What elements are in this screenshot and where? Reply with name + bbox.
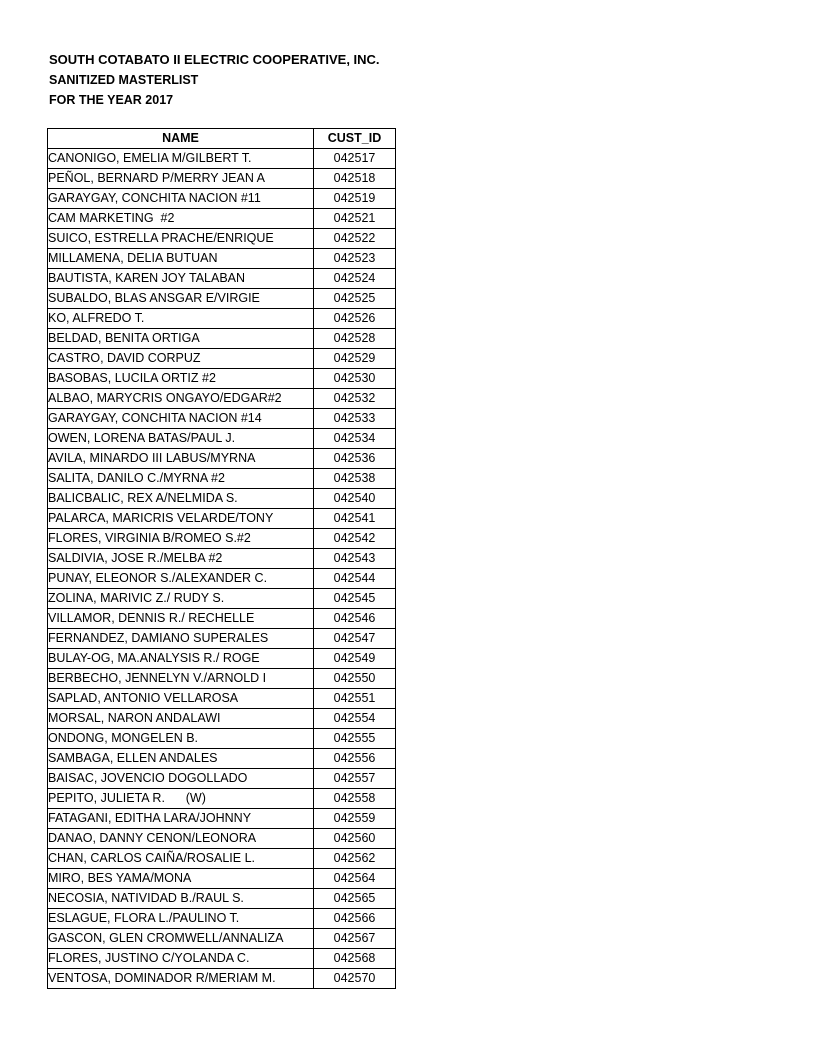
cust-id-cell: 042518 — [314, 169, 396, 189]
name-cell: GASCON, GLEN CROMWELL/ANNALIZA — [48, 929, 314, 949]
name-cell: BAUTISTA, KAREN JOY TALABAN — [48, 269, 314, 289]
table-row — [48, 669, 396, 689]
table-row — [48, 509, 396, 529]
table-row — [48, 969, 396, 989]
table-row — [48, 789, 396, 809]
table-row — [48, 449, 396, 469]
table-row — [48, 209, 396, 229]
table-header-row — [48, 129, 396, 149]
cust-id-cell: 042558 — [314, 789, 396, 809]
table-row — [48, 769, 396, 789]
cust-id-cell: 042524 — [314, 269, 396, 289]
name-cell: BAISAC, JOVENCIO DOGOLLADO — [48, 769, 314, 789]
cust-id-cell: 042564 — [314, 869, 396, 889]
cust-id-cell: 042532 — [314, 389, 396, 409]
cust-id-cell: 042547 — [314, 629, 396, 649]
table-row — [48, 629, 396, 649]
table-row — [48, 589, 396, 609]
cust-id-cell: 042568 — [314, 949, 396, 969]
table-row — [48, 749, 396, 769]
name-cell: SUBALDO, BLAS ANSGAR E/VIRGIE — [48, 289, 314, 309]
cust-id-cell: 042538 — [314, 469, 396, 489]
cust-id-cell: 042559 — [314, 809, 396, 829]
name-cell: BERBECHO, JENNELYN V./ARNOLD I — [48, 669, 314, 689]
table-row — [48, 889, 396, 909]
name-cell: GARAYGAY, CONCHITA NACION #14 — [48, 409, 314, 429]
cust-id-cell: 042521 — [314, 209, 396, 229]
table-row — [48, 949, 396, 969]
cust-id-cell: 042522 — [314, 229, 396, 249]
company-name: SOUTH COTABATO II ELECTRIC COOPERATIVE, INC. — [49, 52, 380, 67]
cust-id-cell: 042566 — [314, 909, 396, 929]
table-row — [48, 389, 396, 409]
cust-id-cell: 042550 — [314, 669, 396, 689]
cust-id-cell: 042565 — [314, 889, 396, 909]
name-cell: PUNAY, ELEONOR S./ALEXANDER C. — [48, 569, 314, 589]
name-cell: CHAN, CARLOS CAIÑA/ROSALIE L. — [48, 849, 314, 869]
cust-id-cell: 042517 — [314, 149, 396, 169]
name-cell: NECOSIA, NATIVIDAD B./RAUL S. — [48, 889, 314, 909]
document-header — [49, 50, 380, 110]
table-row — [48, 709, 396, 729]
year-line: FOR THE YEAR 2017 — [49, 93, 174, 107]
name-cell: PEPITO, JULIETA R. (W) — [48, 789, 314, 809]
table-row — [48, 909, 396, 929]
table-row — [48, 649, 396, 669]
table-row — [48, 489, 396, 509]
cust-id-cell: 042557 — [314, 769, 396, 789]
name-cell: BASOBAS, LUCILA ORTIZ #2 — [48, 369, 314, 389]
table-row — [48, 369, 396, 389]
name-cell: SALDIVIA, JOSE R./MELBA #2 — [48, 549, 314, 569]
name-cell: CASTRO, DAVID CORPUZ — [48, 349, 314, 369]
table-row — [48, 409, 396, 429]
name-cell: DANAO, DANNY CENON/LEONORA — [48, 829, 314, 849]
cust-id-cell: 042533 — [314, 409, 396, 429]
cust-id-cell: 042542 — [314, 529, 396, 549]
name-cell: MIRO, BES YAMA/MONA — [48, 869, 314, 889]
table-row — [48, 289, 396, 309]
cust-id-cell: 042567 — [314, 929, 396, 949]
name-cell: FATAGANI, EDITHA LARA/JOHNNY — [48, 809, 314, 829]
table-row — [48, 349, 396, 369]
cust-id-cell: 042536 — [314, 449, 396, 469]
table-row — [48, 269, 396, 289]
table-row — [48, 929, 396, 949]
name-cell: CAM MARKETING #2 — [48, 209, 314, 229]
name-cell: BULAY-OG, MA.ANALYSIS R./ ROGE — [48, 649, 314, 669]
table-row — [48, 809, 396, 829]
table-row — [48, 429, 396, 449]
name-cell: ONDONG, MONGELEN B. — [48, 729, 314, 749]
cust-id-cell: 042570 — [314, 969, 396, 989]
cust-id-cell: 042523 — [314, 249, 396, 269]
table-row — [48, 729, 396, 749]
cust-id-cell: 042540 — [314, 489, 396, 509]
table-row — [48, 229, 396, 249]
cust-id-cell: 042555 — [314, 729, 396, 749]
table-row — [48, 149, 396, 169]
cust-id-cell: 042554 — [314, 709, 396, 729]
name-cell: FERNANDEZ, DAMIANO SUPERALES — [48, 629, 314, 649]
cust-id-cell: 042545 — [314, 589, 396, 609]
cust-id-cell: 042530 — [314, 369, 396, 389]
cust-id-cell: 042549 — [314, 649, 396, 669]
name-cell: SAPLAD, ANTONIO VELLAROSA — [48, 689, 314, 709]
table-row — [48, 169, 396, 189]
name-cell: SAMBAGA, ELLEN ANDALES — [48, 749, 314, 769]
cust-id-cell: 042529 — [314, 349, 396, 369]
name-cell: BELDAD, BENITA ORTIGA — [48, 329, 314, 349]
table-row — [48, 529, 396, 549]
name-cell: PEÑOL, BERNARD P/MERRY JEAN A — [48, 169, 314, 189]
column-header-cust-id: CUST_ID — [314, 129, 396, 149]
table-row — [48, 469, 396, 489]
name-cell: BALICBALIC, REX A/NELMIDA S. — [48, 489, 314, 509]
cust-id-cell: 042519 — [314, 189, 396, 209]
name-cell: ALBAO, MARYCRIS ONGAYO/EDGAR#2 — [48, 389, 314, 409]
cust-id-cell: 042534 — [314, 429, 396, 449]
table-row — [48, 189, 396, 209]
table-row — [48, 869, 396, 889]
table-row — [48, 849, 396, 869]
cust-id-cell: 042525 — [314, 289, 396, 309]
name-cell: MILLAMENA, DELIA BUTUAN — [48, 249, 314, 269]
name-cell: VILLAMOR, DENNIS R./ RECHELLE — [48, 609, 314, 629]
name-cell: AVILA, MINARDO III LABUS/MYRNA — [48, 449, 314, 469]
cust-id-cell: 042551 — [314, 689, 396, 709]
name-cell: VENTOSA, DOMINADOR R/MERIAM M. — [48, 969, 314, 989]
table-row — [48, 689, 396, 709]
name-cell: SALITA, DANILO C./MYRNA #2 — [48, 469, 314, 489]
name-cell: GARAYGAY, CONCHITA NACION #11 — [48, 189, 314, 209]
cust-id-cell: 042546 — [314, 609, 396, 629]
name-cell: KO, ALFREDO T. — [48, 309, 314, 329]
table-row — [48, 329, 396, 349]
name-cell: FLORES, VIRGINIA B/ROMEO S.#2 — [48, 529, 314, 549]
name-cell: ESLAGUE, FLORA L./PAULINO T. — [48, 909, 314, 929]
masterlist-table — [47, 128, 396, 989]
name-cell: FLORES, JUSTINO C/YOLANDA C. — [48, 949, 314, 969]
name-cell: CANONIGO, EMELIA M/GILBERT T. — [48, 149, 314, 169]
cust-id-cell: 042544 — [314, 569, 396, 589]
cust-id-cell: 042562 — [314, 849, 396, 869]
table-row — [48, 569, 396, 589]
cust-id-cell: 042556 — [314, 749, 396, 769]
table-row — [48, 249, 396, 269]
name-cell: ZOLINA, MARIVIC Z./ RUDY S. — [48, 589, 314, 609]
table-row — [48, 609, 396, 629]
name-cell: MORSAL, NARON ANDALAWI — [48, 709, 314, 729]
cust-id-cell: 042541 — [314, 509, 396, 529]
name-cell: PALARCA, MARICRIS VELARDE/TONY — [48, 509, 314, 529]
cust-id-cell: 042528 — [314, 329, 396, 349]
table-row — [48, 549, 396, 569]
name-cell: OWEN, LORENA BATAS/PAUL J. — [48, 429, 314, 449]
column-header-name: NAME — [48, 129, 314, 149]
cust-id-cell: 042560 — [314, 829, 396, 849]
table-row — [48, 309, 396, 329]
cust-id-cell: 042526 — [314, 309, 396, 329]
cust-id-cell: 042543 — [314, 549, 396, 569]
table-row — [48, 829, 396, 849]
name-cell: SUICO, ESTRELLA PRACHE/ENRIQUE — [48, 229, 314, 249]
table-body — [48, 149, 396, 989]
document-subtitle: SANITIZED MASTERLIST — [49, 73, 199, 87]
